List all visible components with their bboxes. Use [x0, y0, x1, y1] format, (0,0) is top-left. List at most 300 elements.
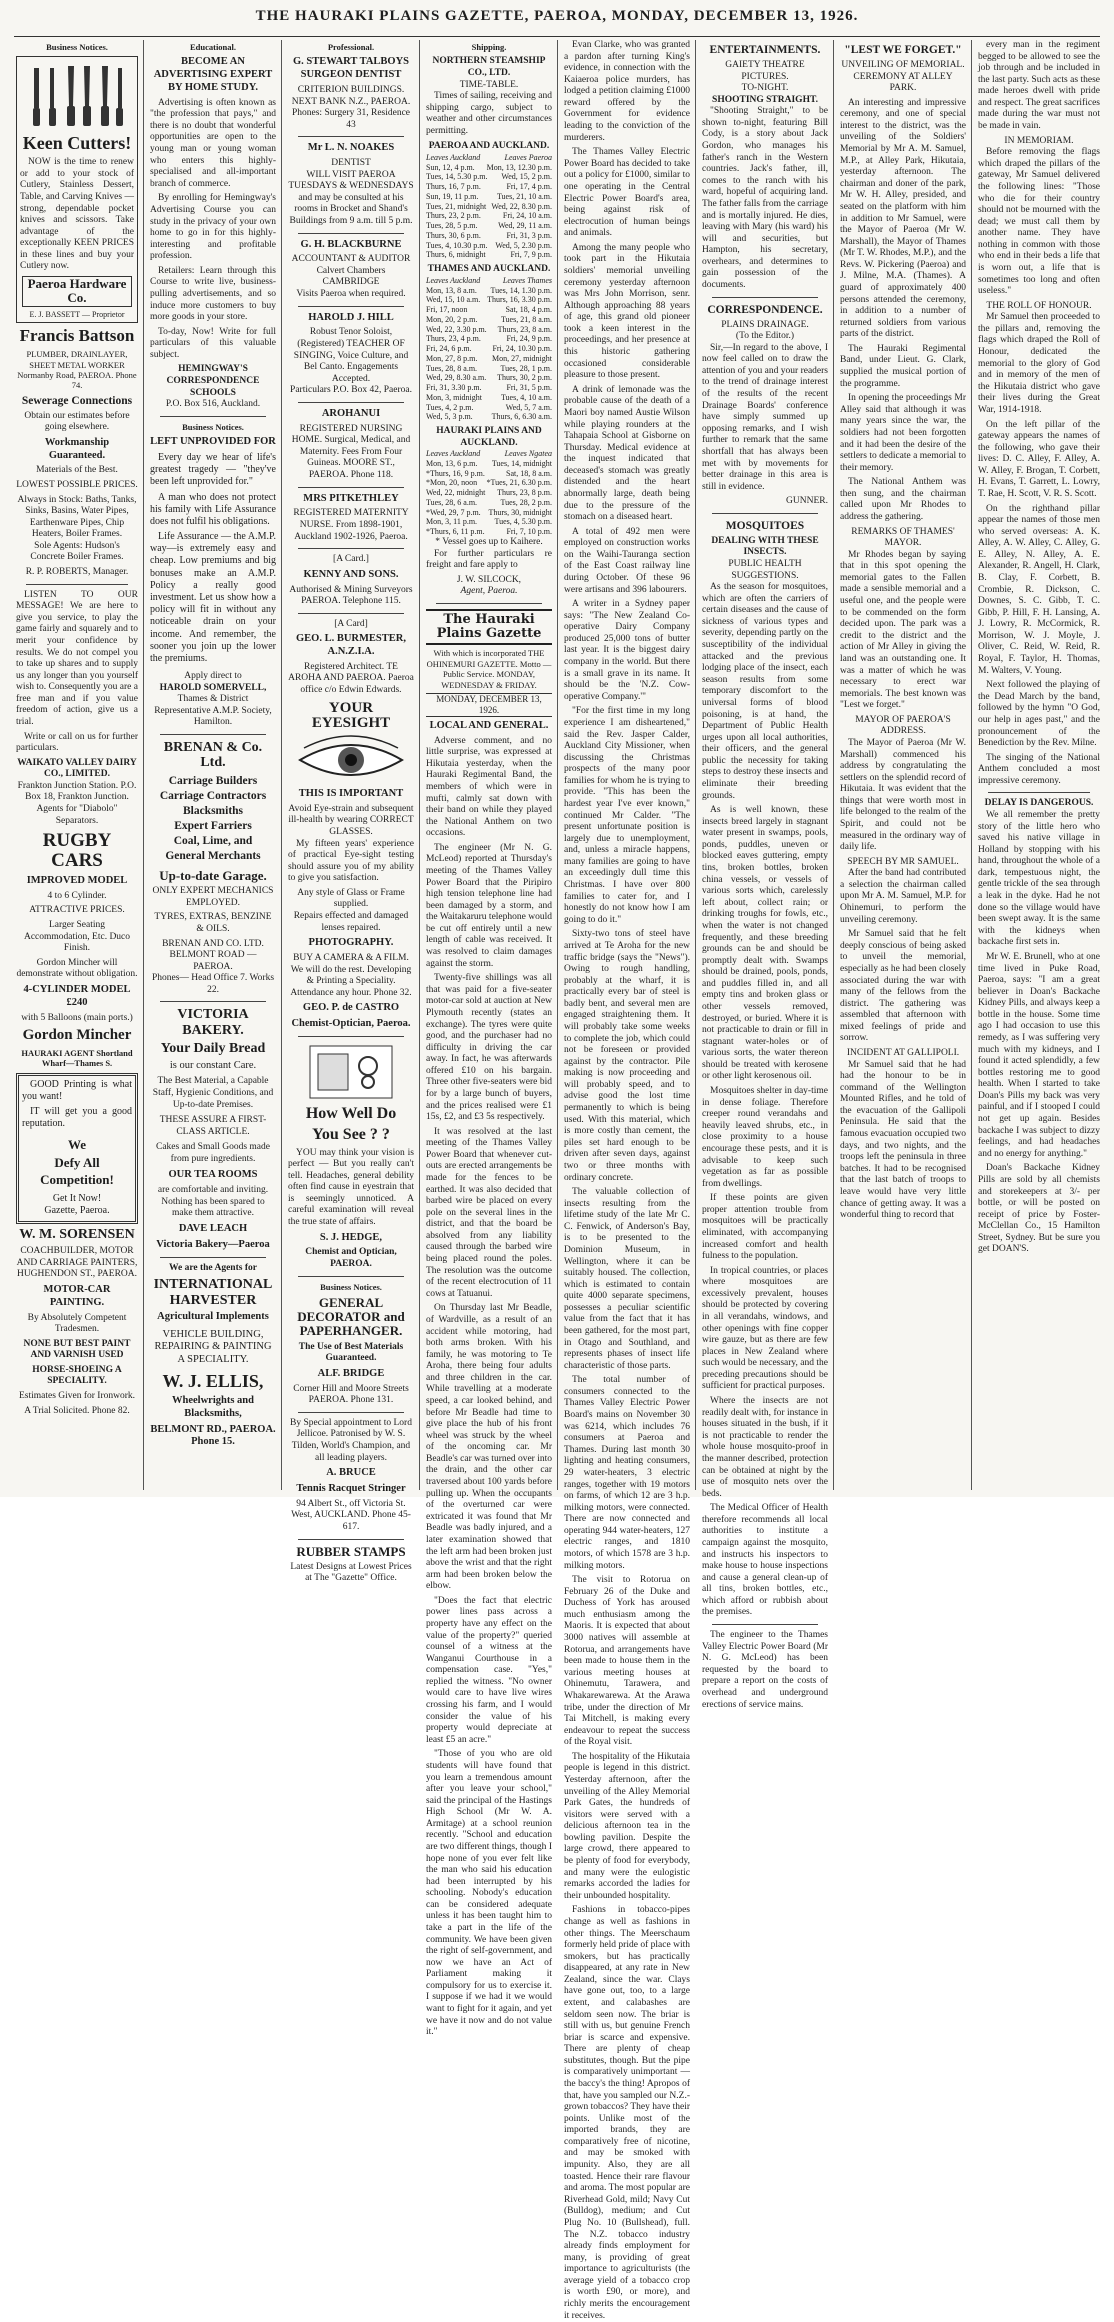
timetable-cell: Tues, 14, midnight	[491, 458, 552, 468]
remarks-heading: REMARKS OF THAMES' MAYOR.	[851, 526, 955, 549]
column-4	[426, 40, 552, 2038]
sewerage-heading: Sewerage Connections	[21, 394, 133, 407]
hardware-name: Paeroa Hardware Co.	[22, 276, 132, 307]
news-paragraph: A drink of lemonade was the probable cause of the death of a Maori boy named Austie Wilson while playing rounders at the Tahapaia School at Gisborne on Thursday. Medical evidence at the inquest indicated that deceased's stomach was greatly distended and the heart abnormally large, death being due to the pressure of the stomach on a diseased heart.	[564, 384, 690, 523]
talboys-phones: Phones: Surgery 31, Residence 43	[291, 108, 411, 130]
daily-bread: Your Daily Bread	[160, 1041, 266, 1057]
timetable-cell: Leaves Paeroa	[504, 152, 552, 162]
dentist-line: DENTIST	[331, 158, 371, 169]
brenan-phones: Phones— Head Office 7. Works 22.	[151, 973, 275, 995]
dairy-message: LISTEN TO OUR MESSAGE! We are here to give you service, to play the game fairly and squarely and to merit your confidence by results. We do not compel you to take up shares and to supply us any longer than you yourself wish to. Consequently you are a free man and if you value freedom of action, give us a trial.	[16, 589, 138, 727]
timetable-cell: Thurs, 6, midnight	[426, 250, 486, 260]
eyesight-paragraph: Avoid Eye-strain and subsequent ill-health by wearing CORRECT GLASSES.	[288, 803, 414, 838]
in-memoriam-heading: IN MEMORIAM.	[1004, 135, 1074, 146]
advertising-paragraph: Retailers: Learn through this Course to write live, business-pulling advertisements, and so induce more customers to buy more goods in your store.	[150, 265, 276, 323]
divider	[298, 1276, 404, 1277]
eyesight-title: YOUR EYESIGHT	[311, 699, 391, 732]
memorial-paragraph: In opening the proceedings Mr Alley said that although it was many years since the war, the soldiers had not been forgotten and it had been the desire of the settlers to dedicate a memorial to their memory.	[840, 393, 966, 473]
delay-heading: DELAY IS DANGEROUS.	[984, 798, 1094, 809]
timetable-cell: Leaves Auckland	[426, 449, 481, 459]
mayor-heading: MAYOR OF PAEROA'S ADDRESS.	[855, 714, 951, 737]
timetable-row	[426, 344, 552, 354]
memorial-paragraph: The National Anthem was then sung, and the chairman called upon Mr Rhodes to address the gathering.	[840, 477, 966, 522]
decorator-title: GENERAL DECORATOR and PAPERHANGER.	[297, 1294, 405, 1339]
rubber-stamps-title: RUBBER STAMPS	[296, 1543, 406, 1559]
estimates-line: Estimates Given for Ironwork.	[18, 1391, 136, 1402]
amp-representative: Thames & District Representative A.M.P. Society, Hamilton.	[154, 694, 272, 728]
left-unprovided-title: LEFT UNPROVIDED FOR	[150, 436, 276, 448]
amp-paragraph: Life Assurance — the A.M.P. way—is extremely easy and cheap. Low premiums and big bonuses make an A.M.P. Policy a really good investment. Let us show how a policy will fit in without any noticeable drain on your income. And remember, the sooner you join up the lower the premiums.	[150, 531, 276, 664]
timetable-row	[426, 231, 552, 241]
talboys-address: CRITERION BUILDINGS. NEXT BANK N.Z., PAEROA.	[291, 84, 411, 107]
nonebut-line: NONE BUT BEST PAINT AND VARNISH USED	[23, 1338, 131, 1361]
local-paragraph: "Does the fact that electric power lines pass across a property have any effect on the value of the property?" queried counsel of a witness at the Wanganui Courthouse in a compensation case. "Yes," replied the witness. "No owner would care to have live wires crossing his farm, and I would consider the value of his property would depreciate at least £5 an acre."	[426, 1595, 552, 1745]
timetable-cell: Mon, 13, 6 p.m.	[426, 458, 478, 468]
timetable-cell: *Mon, 20, noon	[426, 478, 478, 488]
timetable-cell: Mon, 3, midnight	[426, 392, 483, 402]
timetable-row	[426, 325, 552, 335]
paper-sub: With which is incorporated THE OHINEMURI GAZETTE. Motto — Public Service. MONDAY, WEDNESDAY & FRIDAY.	[426, 648, 552, 690]
timetable-cell: Thurs, 23, 8 a.m.	[497, 324, 552, 334]
cutlery-illustration-icon	[20, 60, 134, 130]
timetable-row	[426, 449, 552, 459]
memorial-paragraph: After the band had contributed a selection the chairman called upon Mr A. M. Samuel, M.P. for Ohinemuri, to perform the unveiling ceremony.	[840, 868, 966, 925]
somervell-name: HAROLD SOMERVELL,	[159, 682, 267, 693]
letter-signature: GUNNER.	[786, 496, 828, 507]
shooting-heading: SHOOTING STRAIGHT.	[712, 94, 818, 105]
news-paragraph: Among the many people who took part in the Hikutaia soldiers' memorial unveiling ceremony yesterday afternoon was Mrs John Morrison, senr. Although approaching 88 years of age, this grand old pioneer took a keen interest in the proceedings, and her presence at this historic gathering occasioned considerable pleasure to those present.	[564, 242, 690, 381]
memorial-paragraph: Mr Rhodes began by saying that in this spot opening the memorial gates to the Fallen made a sensible memorial and a useful one, and the people were to be commended on the form decided upon. The park was a credit to the district and the action of Mr Alley in giving the land was an outstanding one. It was a matter of which he was necessary to erect war memorials. The best known was "Lest we forget."	[840, 549, 966, 711]
advertising-title: BECOME AN ADVERTISING EXPERT BY HOME STUDY.	[153, 56, 273, 93]
castro-name: GEO. P. de CASTRO	[302, 1002, 400, 1014]
advertising-paragraph: To-day, Now! Write for full particulars of this valuable subject.	[150, 326, 276, 360]
news-paragraph: The valuable collection of insects resulting from the lifetime study of the late Mr C. C. Fenwick, of Anderson's Bay, is to be presented to the Dominion Museum, in Wellington, where it can be suitably housed. The collection, which is estimated to contain quite 4000 separate specimens, possesses a peculiar scientific value from the fact that it has been gathered, for the most part, in Otago and Southland, and represents phases of insect life characteristic of those parts.	[564, 1187, 690, 1371]
timetable-cell: Wed, 29, 8.30 a.m.	[426, 373, 487, 383]
memorial-paragraph: The Mayor of Paeroa (Mr W. Marshall) commenced his address by congratulating the settlers on the splendid record of Hikutaia. It was evident that the things that were worth most in life belonged to the realm of the Spirit, and could not be measured in the ordinary way of daily life.	[840, 737, 966, 853]
divider	[298, 136, 404, 137]
timetable-hauraki	[426, 449, 552, 537]
timetable-cell: *Thurs, 6, 11 p.m.	[426, 527, 485, 537]
timetable-row	[426, 153, 552, 163]
timetable-row	[426, 202, 552, 212]
news-paragraph: The hospitality of the Hikutaia people is legend in this district. Yesterday afternoon, after the unveiling of the Alley Memorial Park Gates, the hundreds of visitors were served with a delicious afternoon tea in the bowling pavilion. Despite the large crowd, there appeared to be plenty of food for everybody, and many were the eulogistic remarks accorded the ladies for their unbounded hospitality.	[564, 1751, 690, 1901]
implements-line: Agricultural Implements	[157, 1310, 269, 1322]
timetable-cell: Wed, 22, midnight	[426, 488, 486, 498]
timetable-cell: Fri, 24, 10.30 p.m.	[492, 344, 552, 354]
timetable-row	[426, 488, 552, 498]
divider	[298, 1036, 404, 1037]
timetable-cell: *Thurs, 16, 9 p.m.	[426, 468, 485, 478]
timetable-cell: Fri, 31, 3 p.m.	[506, 230, 552, 240]
important-line: THIS IS IMPORTANT	[298, 788, 404, 800]
burmester-name: GEO. L. BURMESTER, A.N.Z.I.A.	[296, 633, 406, 658]
materials-guaranteed: The Use of Best Materials Guaranteed.	[298, 1341, 404, 1364]
balloons-line: with 5 Balloons (main ports.)	[21, 1012, 133, 1023]
timetable-cell: Mon, 20, 2 p.m.	[426, 314, 478, 324]
timetable-row	[426, 354, 552, 364]
silcock-agent: Agent, Paeroa.	[460, 586, 518, 597]
timetable-cell: Fri, 7, 10 p.m.	[506, 527, 552, 537]
dairy-company: WAIKATO VALLEY DAIRY CO., LIMITED.	[17, 757, 137, 780]
timetable-cell: *Wed, 29, 7 p.m.	[426, 507, 481, 517]
printing-line-2: IT will get you a good reputation.	[22, 1105, 132, 1130]
timetable-row	[426, 334, 552, 344]
timetable-row	[426, 221, 552, 231]
timetable-cell: Mon, 13, 12.30 p.m.	[486, 162, 552, 172]
timetable-row	[426, 517, 552, 527]
timetable-cell: Mon, 3, 11 p.m.	[426, 517, 478, 527]
unveiling-heading: UNVEILING OF MEMORIAL.	[841, 60, 965, 71]
hill-name: HAROLD J. HILL	[308, 311, 394, 323]
public-health-heading: PUBLIC HEALTH SUGGESTIONS.	[728, 559, 802, 581]
model-price: 4-CYLINDER MODEL £240	[23, 983, 131, 1008]
timetable-cell: Fri, 31, 3.30 p.m.	[426, 383, 482, 393]
battson-name: Francis Battson	[19, 326, 135, 346]
timetable-row	[426, 315, 552, 325]
victoria-bakery-title: VICTORIA BAKERY.	[177, 1007, 249, 1038]
divider	[26, 584, 128, 585]
memorial-paragraph: every man in the regiment begged to be allowed to see the job through and be included in the last party. Such acts as these made heroes dwell with pride and respect. The great sacrifices made during the war must not be made in vain.	[978, 40, 1100, 132]
timetable-row	[426, 163, 552, 173]
timetable-row	[426, 364, 552, 374]
local-paragraph: Twenty-five shillings was all that was paid for a five-seater motor-car sold at auction at New Plymouth recently (states an exchange). The tyres were quite good, and the purchaser had no difficulty in driving the car away. In fact, he was afterwards offered £10 on his bargain. Three other five-seaters were bid for by a large bunch of buyers, and the prices realised were £1 15s, £2, and £3 5s respectively.	[426, 973, 552, 1123]
card-label: [A Card.]	[333, 554, 369, 565]
international-harvester: INTERNATIONAL HARVESTER	[153, 1277, 273, 1308]
amp-paragraph: Every day we hear of life's greatest tragedy — "they've been left unprovided for."	[150, 451, 276, 488]
letter-paragraph: Sir,—In regard to the above, I now feel called on to draw the attention of you and your readers to the trend of drainage interest of the results of the recent Drainage Boards' conference have simply summed up opposing remarks, and I wish further to remark that the same shortfall that has always been met with by movements for better drainage in this area is still in evidence.	[702, 342, 828, 492]
timetable-row	[426, 250, 552, 260]
vessel-note: * Vessel goes up to Kaihere.	[435, 536, 543, 547]
stock-list: Always in Stock: Baths, Tanks, Sinks, Basins, Water Pipes, Earthenware Pipes, Chip Heaters, Boiler Frames.	[17, 494, 137, 540]
eye-icon	[296, 738, 406, 782]
timetable-cell: Sun, 19, 11 p.m.	[426, 191, 479, 201]
pitkethley-body: REGISTERED MATERNITY NURSE. From 1898-1901, Auckland 1902-1926, Paeroa.	[293, 508, 409, 542]
news-paragraph: The total number of consumers connected to the Thames Valley Electric Power Board's mains on November 30 was 6214, which includes 76 consumers at Paeroa and Thames. During last month 30 lighting and heating consumers, 29 water-heaters, 3 electric ranges, together with 19 motors on farms, of which 12 are 3 h.p. milking motors, were connected. There are now connected and operating 944 water-heaters, 127 electric ranges, and 1810 motors, of which 1578 are 3 h.p. milking motors.	[564, 1375, 690, 1571]
correspondence-heading: CORRESPONDENCE.	[707, 303, 823, 316]
ellis-trade: Wheelwrights and Blacksmiths,	[172, 1394, 254, 1419]
column-rule	[557, 40, 558, 1490]
divider	[298, 1539, 404, 1540]
column-rule	[833, 40, 834, 1490]
memorial-paragraph: The singing of the National Anthem concluded a most impressive ceremony.	[978, 752, 1100, 786]
noakes-name: Mr L. N. NOAKES	[307, 142, 395, 154]
dateline: MONDAY, DECEMBER 13, 1926.	[426, 693, 552, 717]
dairy-address: Frankton Junction Station. P.O. Box 18, Frankton Junction. Agents for "Diabolo" Separators.	[17, 780, 137, 826]
tearooms-body: are comfortable and inviting. Nothing has been spared to make them attractive.	[157, 1185, 269, 1219]
timetable-row	[426, 393, 552, 403]
timetable-row	[426, 172, 552, 182]
timetable-cell: Wed, 22, 8.30 p.m.	[491, 201, 552, 211]
timetable-cell: Tues, 21, midnight	[426, 201, 487, 211]
noakes-body: WILL VISIT PAEROA TUESDAYS & WEDNESDAYS and may be consulted at his rooms in Brocket and Shand's Buildings from 9 a.m. till 5 p.m.	[288, 169, 414, 226]
improved-model: IMPROVED MODEL	[26, 875, 128, 887]
incident-heading: INCIDENT AT GALLIPOLI.	[846, 1048, 960, 1058]
attractive-prices: ATTRACTIVE PRICES.	[29, 905, 125, 916]
cakes-line: Cakes and Small Goods made from pure ingredients.	[156, 1142, 270, 1164]
brenan-service-line: General Merchants	[165, 849, 261, 862]
timetable-cell: Thurs, 16, 7 p.m.	[426, 182, 481, 192]
engineer-paragraph: The engineer to the Thames Valley Electric Power Board (Mr N. G. McLeod) has been requested by the board to prepare a report on the costs of overhead and underground erections of service mains.	[702, 1630, 828, 1710]
defy-line-2: Defy All	[54, 1154, 100, 1170]
column-3	[288, 40, 414, 1584]
divider	[298, 548, 404, 549]
speech-heading: SPEECH BY MR SAMUEL.	[847, 856, 959, 867]
hemingway-address: P.O. Box 516, Auckland.	[165, 399, 261, 410]
bruce-address: 94 Albert St., off Victoria St. West, AUCKLAND. Phone 45-617.	[291, 1498, 411, 1532]
timetable-cell: Tues, 4, 5.30 p.m.	[494, 517, 552, 527]
brenan-title: BRENAN & Co. Ltd.	[163, 740, 263, 771]
trial-line: A Trial Solicited. Phone 82.	[24, 1405, 130, 1416]
timetable-cell: Mon, 13, 8 a.m.	[426, 285, 477, 295]
eye-chart-icon	[288, 1042, 414, 1102]
news-paragraph: Sixty-two tons of steel have arrived at Te Aroha for the new traffic bridge (says the "News"). Owing to rough handling, probably at the wharf, it is practically every bar of steel is badly bent, and several men are engaged straightening them. It will probably take some weeks to complete the job, which could not be foreseen or provided against by the contractor. Pile making is now proceeding and will probably speed, and to advise good the lost time permanently to which is being used. With this material, which is more costly than cement, the piles set hard enough to be driven after seven days, against two or three months with ordinary concrete.	[564, 929, 690, 1183]
local-general-heading: LOCAL AND GENERAL.	[429, 719, 549, 731]
column-1	[16, 40, 138, 1490]
timetable-cell: Wed, 5, 7 a.m.	[505, 402, 552, 412]
timetable-cell: Tues, 4, 10 a.m.	[500, 392, 552, 402]
timetable-cell: Thurs, 23, 2 p.m.	[426, 211, 481, 221]
printing-line-1: GOOD Printing is what you want!	[22, 1078, 132, 1102]
kenny-name: KENNY AND SONS.	[303, 568, 399, 580]
tonight-heading: TO-NIGHT.	[741, 83, 789, 94]
divider	[436, 603, 542, 604]
keen-cutters-ad	[16, 56, 138, 323]
timetable-cell: Tues, 28, 1 p.m.	[500, 363, 552, 373]
timetable-cell: Tues, 21, 8 a.m.	[500, 314, 552, 324]
timetable-cell: Mon, 27, midnight	[491, 353, 552, 363]
timetable-cell: Sat, 18, 4 p.m.	[505, 305, 552, 315]
timetable-cell: Tues, 28, 6 a.m.	[426, 497, 478, 507]
materials-line: Materials of the Best.	[36, 465, 118, 476]
local-paragraph: Adverse comment, and no little surprise, was expressed at Hikutaia yesterday, when the Hauraki Regimental Band, the members of which were in mufti, calmly sat down with their band on while they played the National Anthem on two occasions.	[426, 735, 552, 839]
divider	[712, 297, 818, 298]
ellis-name: W. J. ELLIS,	[162, 1371, 264, 1392]
column-rule	[143, 40, 144, 1490]
timetable-cell: Wed, 22, 3.30 p.m.	[426, 324, 487, 334]
timetable-cell: Fri, 24, 6 p.m.	[426, 344, 472, 354]
tyres-line: TYRES, EXTRAS, BENZINE & OILS.	[154, 912, 272, 934]
timetable-row	[426, 373, 552, 383]
mosquito-paragraph: As the season for mosquitoes, which are often the carriers of certain diseases and the cause of sickness of various types and severity, depending partly on the susceptibility of the individual attacked and the previous lodging place of the insect, each season results from some temporary discomfort to the universal forms of blood poisoning, is at hand, the Department of Public Health urges upon all local authorities, their officers, and the general public the necessity for taking steps to destroy these insects and eliminate their breeding grounds.	[702, 582, 828, 801]
mosquitoes-heading: MOSQUITOES	[725, 519, 805, 532]
divider	[712, 513, 818, 514]
ellis-address: BELMONT RD., PAEROA. Phone 15.	[150, 1423, 276, 1448]
timetable-row	[426, 182, 552, 192]
timetable-cell: Fri, 7, 9 p.m.	[510, 250, 552, 260]
dave-leach-sub: Victoria Bakery—Paeroa	[156, 1238, 270, 1250]
bakery-paragraph: The Best Material, a Capable Staff, Hygienic Conditions, and Up-to-date Premises.	[152, 1076, 274, 1110]
timetable-cell: Wed, 29, 11 a.m.	[498, 221, 552, 231]
divider	[988, 792, 1090, 793]
photography-title: PHOTOGRAPHY.	[308, 937, 394, 949]
timetable-cell: Wed, 5, 2.30 p.m.	[495, 240, 552, 250]
brenan-address: BRENAN AND CO. LTD. BELMONT ROAD — PAEROA.	[162, 938, 264, 972]
lowest-prices: LOWEST POSSIBLE PRICES.	[16, 480, 138, 490]
masthead: THE HAURAKI PLAINS GAZETTE, PAEROA, MONDAY, DECEMBER 13, 1926.	[255, 8, 859, 24]
brenan-service-line: Expert Farriers	[174, 819, 252, 832]
news-paragraph: Fashions in tobacco-pipes change as well as fashions in other things. The Meerschaum formerly held pride of place with smokers, but has practically disappeared, at any rate in New Zealand, since the war. Clays have gone out, too, to a large extent, and calabashes are seldom seen now. The briar is still with us, but genuine French briar is scarce and expensive. There are plenty of cheap substitutes, though. But the pipe is comparatively unimportant — the baccy's the thing! Apropos of that, have you sampled our N.Z.-grown tobaccos? They have their points. Unlike most of the imported brands, they are comparatively free of nicotine, and may be smoked with impunity. Also, they are all toasted. Hence their rare flavour and aroma. The most popular are Riverhead Gold, mild; Navy Cut (Bulldog), medium; and Cut Plug No. 10 (Bullshead), full. The N.Z. tobacco industry already finds employment for many, is providing of great importance to agriculturists (the average yield of a tobacco crop is worth £90, or more), and richly merits the encouragement it receives.	[564, 1905, 690, 2321]
paper-title: The Hauraki Plains Gazette	[426, 609, 552, 646]
divider	[160, 734, 266, 735]
column-8	[978, 40, 1100, 1490]
daily-bread-sub: is our constant Care.	[169, 1059, 257, 1071]
blackburne-address: Calvert Chambers CAMBRIDGE	[316, 265, 386, 288]
mechanics-line: ONLY EXPERT MECHANICS EMPLOYED.	[152, 886, 274, 908]
mosquito-paragraph: If these points are given proper attention trouble from mosquitoes will be practically eliminated, with accompanying increased comfort and health fulness to the population.	[702, 1193, 828, 1262]
section-heading: Educational.	[189, 42, 237, 52]
memorial-paragraph: Mr Samuel said that he felt deeply conscious of being asked to unveil the memorial, especially as he had been closely associated during the war with many of the fellows from the district. The gathering was assembled that afternoon with mixed feelings of pride and sorrow.	[840, 929, 966, 1044]
section-heading: Professional.	[327, 42, 375, 52]
printing-ad	[16, 1073, 138, 1224]
timetable-paeroa	[426, 153, 552, 260]
timetable-row	[426, 211, 552, 221]
local-paragraph: The engineer (Mr N. G. McLeod) reported at Thursday's meeting of the Thames Valley Power Board that the Piripiro high tension telephone line had been damaged by a storm, and the Waitakaruru telephone would be cut off entirely until a new length of cable was received. It was resolved to claim damages against the storm.	[426, 842, 552, 969]
advertising-paragraph: By enrolling for Hemingway's Advertising Course you can study in the privacy of your own home to go in for this highly-interesting and profitable profession.	[150, 193, 276, 262]
brenan-service-line: Coal, Lime, and	[173, 834, 253, 847]
gazette-name: Gazette, Paeroa.	[44, 1205, 110, 1217]
divider	[160, 416, 266, 417]
advertising-paragraph: Advertising is often known as "the profession that pays," and there is no doubt that wonderful opportunities are open to the young man or young woman who enters this highly-specialised and all-important branch of commerce.	[150, 97, 276, 189]
manager-name: R. P. ROBERTS, Manager.	[25, 567, 129, 578]
talboys-name: G. STEWART TALBOYS SURGEON DENTIST	[292, 56, 410, 81]
brenan-services	[150, 774, 276, 863]
keen-cutters-body: NOW is the time to renew or add to your stock of Cutlery, Stainless Dessert, Table, and Carving Knives — strong, dependable pocket knives and scissors. Take advantage of the exceptionally KEEN PRICES in these lines and buy your Cutlery now.	[20, 157, 134, 272]
seating-line: Larger Seating Accommodation, Etc. Duco Finish.	[23, 920, 131, 954]
timetable-cell: Tues, 14, 1.30 p.m.	[490, 285, 552, 295]
roll-heading: THE ROLL OF HONOUR.	[986, 300, 1092, 311]
timetable-cell: Tues, 14, 5.30 p.m.	[426, 172, 488, 182]
sorensen-name: W. M. SORENSEN	[19, 1226, 135, 1242]
timetable-row	[426, 241, 552, 251]
mincher-address: HAURAKI AGENT Shortland Wharf—Thames S.	[21, 1047, 133, 1069]
hemingway-name: HEMINGWAY'S CORRESPONDENCE SCHOOLS	[166, 364, 260, 398]
kenny-body: Authorised & Mining Surveyors PAEROA. Telephone 115.	[289, 584, 413, 607]
timetable-thames	[426, 276, 552, 422]
timetable-row	[426, 469, 552, 479]
horse-shoeing: HORSE-SHOEING A SPECIALITY.	[32, 1364, 122, 1387]
doans-paragraph: Mr W. E. Brunell, who at one time lived in Puke Road, Paeroa, says: "I am a great believer in Doan's Backache Kidney Pills, and always keep a bottle in the house. Some time ago I had occasion to use this remedy, as I was suffering very much with my kidneys, and I found it acted splendidly, a few bottles restoring me to good health. When I started to take Doan's Pills my back was very painful, and if I stooped I could not get up again. Besides backache I was subject to dizzy feelings, and had headaches and no energy for anything."	[978, 951, 1100, 1159]
divider	[298, 306, 404, 307]
demo-line: Gordon Mincher will demonstrate without obligation.	[16, 957, 138, 980]
keen-cutters-title: Keen Cutters!	[22, 133, 132, 154]
section-heading: Business Notices.	[46, 42, 108, 52]
silcock-name: J. W. SILCOCK,	[456, 574, 522, 585]
timetable-cell: Fri, 31, 5 p.m.	[506, 383, 552, 393]
arohanui-name: AROHANUI	[321, 407, 381, 419]
column-rule	[695, 40, 696, 1490]
battson-address: Normanby Road, PAEROA. Phone 74.	[17, 369, 137, 391]
mosquito-paragraph: In tropical countries, or places where mosquitoes are excessively prevalent, houses should be protected by covering in all verandahs, windows, and other openings with fine copper wire gauze, but as there are few places in New Zealand where such would be necessary, and the preceding precautions should be sufficient for practical purposes.	[702, 1265, 829, 1392]
timetable-cell: Wed, 15, 2 p.m.	[501, 172, 552, 182]
timetable-cell: Tues, 21, 10 a.m.	[496, 191, 552, 201]
timetable-row	[426, 412, 552, 422]
cylinder-line: 4 to 6 Cylinder.	[47, 890, 107, 901]
section-heading: Business Notices.	[320, 1281, 382, 1292]
vehicle-building: VEHICLE BUILDING, REPAIRING & PAINTING A SPECIALITY.	[154, 1328, 272, 1366]
mosquito-paragraph: Mosquitoes shelter in day-time in dense foliage. Therefore creeper round verandahs and heavily leaved shrubs, etc., in close proximity to a house encourage these pests, and it is advisable to keep such vegetation as far as possible from dwellings.	[702, 1086, 828, 1189]
memorial-paragraph: On the righthand pillar appear the names of those men who served overseas: A. K. Alley, A. W. Alley, C. Alley, G. E. Alley, N. Alley, A. E. Alexander, R. Angell, H. Clark, B. Clay, F. Corbett, B. Crombie, R. Dickson, C. Downes, S. C. Gibb, T. C. Gibb, P. Hill, F. H. Lansing, A. J. Lowry, R. McCormick, R. Morrison, W. J. Moyle, J. Oliver, C. Reid, W. Reid, R. Royal, F. Taylor, H. Thomas, M. Walters, V. Young.	[978, 503, 1100, 676]
local-paragraph: On Thursday last Mr Beadle, of Wardville, as a result of an accident while motoring, had both arms broken. With his family, he was motoring to Te Aroha, there being four adults and three children in the car. While travelling at a moderate speed, a car looked behind, and before Mr Beadle had time to give place the hub of his front wheel was struck by the wheel of the oncoming car. Mr Beadle's car was turned over into the drain, and the other car traversed about 100 yards before pulling up. When the occupants of the overturned car were extricated it was found that Mr Beadle was badly injured, and a later examination showed that the left arm had been broken just above the wrist and that the right arm had been broken below the elbow.	[426, 1303, 552, 1592]
timetable-cell: Thurs, 30, 2 p.m.	[497, 373, 552, 383]
eyesight-paragraph: My fifteen years' experience of practical Eye-sight testing should assure you of my ability to give you satisfaction.	[288, 838, 414, 884]
timetable-row	[426, 459, 552, 469]
section-heading: Business Notices.	[182, 421, 244, 432]
local-paragraph: "Those of you who are old students will have found that you learn a tremendous amount after you leave your school," said the principal of the Hastings High School (Mr W. A. Armitage) at a school reunion recently. "School and education are two different things, though I hope none of you ever felt like the man who said his education had been interrupted by his schooling. Nobody's education can be considered adequate unless it has been taught him to take a part in the life of the community. We have been given the right of self-government, and now we have an Act of Parliament making it compulsory for us to exercise it. I suppose if we had it we would want to fight for it again, and yet we have it now and do not value it."	[426, 1749, 552, 2038]
divider	[712, 1624, 818, 1625]
ceremony-heading: CEREMONY AT ALLEY PARK.	[853, 71, 953, 94]
dave-leach: DAVE LEACH	[178, 1222, 248, 1234]
timetable-row	[426, 527, 552, 537]
hardware-proprietor: E. J. BASSETT — Proprietor	[29, 309, 125, 319]
apply-line: Apply direct to	[184, 671, 242, 682]
brenan-service-line: Carriage Builders	[168, 774, 258, 787]
tearooms-title: OUR TEA ROOMS	[168, 1169, 258, 1181]
how-well-line-2: You See ? ?	[312, 1125, 390, 1143]
timetable-cell: Fri, 17, noon	[426, 305, 468, 315]
divider	[160, 1257, 266, 1258]
timetable-cell: Sat, 18, 8 a.m.	[506, 468, 552, 478]
timetable-row	[426, 305, 552, 315]
editor-line: (To the Editor.)	[735, 331, 795, 342]
sole-agents: Sole Agents: Hudson's Concrete Boiler Frames.	[30, 540, 124, 563]
timetable-row	[426, 478, 552, 488]
timetable-cell: Tues, 28, 2 p.m.	[500, 497, 552, 507]
blackburne-name: G. H. BLACKBURNE	[300, 238, 402, 250]
bridge-address: Corner Hill and Moore Streets PAEROA. Phone 131.	[293, 1383, 409, 1406]
route-title: HAURAKI PLAINS AND AUCKLAND.	[436, 426, 542, 448]
memorial-paragraph: Mr Samuel said that he had had the honour to be in command of the Wellington Mounted Rifles, and he told of the evacuation of the Gallipoli Peninsula. He said that the famous evacuation occupied two days, and two nights, and the troops left the peninsula in three batches. It had to be recognised that the last batch of troops to leave would have very little chance of getting away. It was a wonderful thing to record that	[840, 1059, 966, 1221]
route-title: PAEROA AND AUCKLAND.	[428, 141, 550, 152]
bridge-name: ALF. BRIDGE	[317, 1367, 385, 1379]
mincher-name: Gordon Mincher	[22, 1027, 132, 1044]
divider	[298, 1412, 404, 1413]
sewerage-body: Obtain our estimates before going elsewhere.	[24, 410, 130, 433]
news-paragraph: The visit to Rotorua on February 26 of the Duke and Duchess of York has aroused much enthusiasm among the Maoris. It is expected that about 3000 natives will assemble at Rotorua, and arrangements have been made to house them in the various meeting houses at Ohinemutu, Tarawera, and Whakarewarewa. At the Arawa tribe, under the direction of Mr Tai Mitchell, is making every endeavour to repeat the success of the Royal visit.	[564, 1575, 690, 1748]
timetable-cell: Thurs, 23, 4 p.m.	[426, 334, 481, 344]
first-class-line: THESE ASSURE A FIRST-CLASS ARTICLE.	[159, 1115, 267, 1137]
pitkethley-name: MRS PITKETHLEY	[303, 492, 399, 504]
section-heading: Shipping.	[471, 42, 507, 52]
timetable-cell: Mon, 27, 8 p.m.	[426, 353, 478, 363]
memorial-paragraph: On the left pillar of the gateway appears the names of the following, who gave their lives: D. C. Alley, F. Alley, A. W. Alley, F. Brogan, T. Corbett, H. Evans, T. Garrett, L. Lowry, T. Rae, H. Scott, V. R. S. Scott.	[978, 419, 1100, 499]
column-5	[564, 40, 690, 2321]
news-paragraph: Evan Clarke, who was granted a pardon after turning King's evidence, in connection with the Kaiaeroa police murders, has lodged a petition claiming £1000 reward offered by the Government for evidence leading to the conviction of the murderers.	[564, 40, 690, 143]
timetable-row	[426, 498, 552, 508]
timetable-cell: Tues, 28, 8 a.m.	[426, 363, 478, 373]
garage-line: Up-to-date Garage.	[159, 867, 267, 883]
timetable-row	[426, 295, 552, 305]
timetable-cell: Sun, 12, 4 p.m.	[426, 162, 475, 172]
get-it-now: Get It Now!	[52, 1193, 102, 1205]
memorial-paragraph: Next followed the playing of the Dead March by the band, followed by the hymn "O God, our help in ages past," and the pronouncement of the Benediction by the Rev. Milne.	[978, 680, 1100, 749]
mosquito-paragraph: As is well known, these insects breed largely in stagnant water present in swamps, pools, ponds, puddles, uneven or blocked eaves guttering, empty tins, broken bottles, broken china vessels, or vessels of various sorts which, carelessly left about, collect rain; or drinking troughs for fowls, etc., when the water is not changed frequently, and these breeding grounds can be and should be promptly dealt with. Swamps should be drained, pools, ponds, and puddles filled in, and all empty tins and broken glass or other vessels removed, destroyed, or buried. Where it is not practicable to drain or fill in stagnant water-holes or of various sorts, the water thereon should be treated with kerosene or other light kerosenous oil.	[702, 805, 828, 1082]
brenan-service-line: Carriage Contractors	[159, 789, 267, 802]
battson-trade: PLUMBER, DRAINLAYER, SHEET METAL WORKER	[26, 349, 128, 370]
column-rule	[419, 40, 420, 1490]
blackburne-trade: ACCOUNTANT & AUDITOR	[291, 254, 411, 265]
further-particulars: For further particulars re freight and fare apply to	[426, 548, 552, 571]
divider	[298, 613, 404, 614]
hill-box: Particulars P.O. Box 42, Paeroa.	[290, 385, 412, 396]
route-title: THAMES AND AUCKLAND.	[427, 264, 551, 275]
column-rule	[971, 40, 972, 1490]
memorial-paragraph: Before removing the flags which draped the pillars of the gateway, Mr Samuel delivered the following lines: "Those who die for their country should not be mourned with the dead; we must call them by another name. They have nothing in common with those who end in their beds a life that is worn out, a life that is sometimes too long and often useless."	[978, 147, 1100, 297]
column-6	[702, 40, 829, 1710]
eyesight-paragraph: Repairs effected and damaged lenses repaired.	[293, 911, 409, 933]
steamship-company: NORTHERN STEAMSHIP CO., LTD.	[432, 56, 546, 78]
timetable-row	[426, 508, 552, 518]
bruce-sub: Tennis Racquet Stringer	[296, 1482, 406, 1494]
